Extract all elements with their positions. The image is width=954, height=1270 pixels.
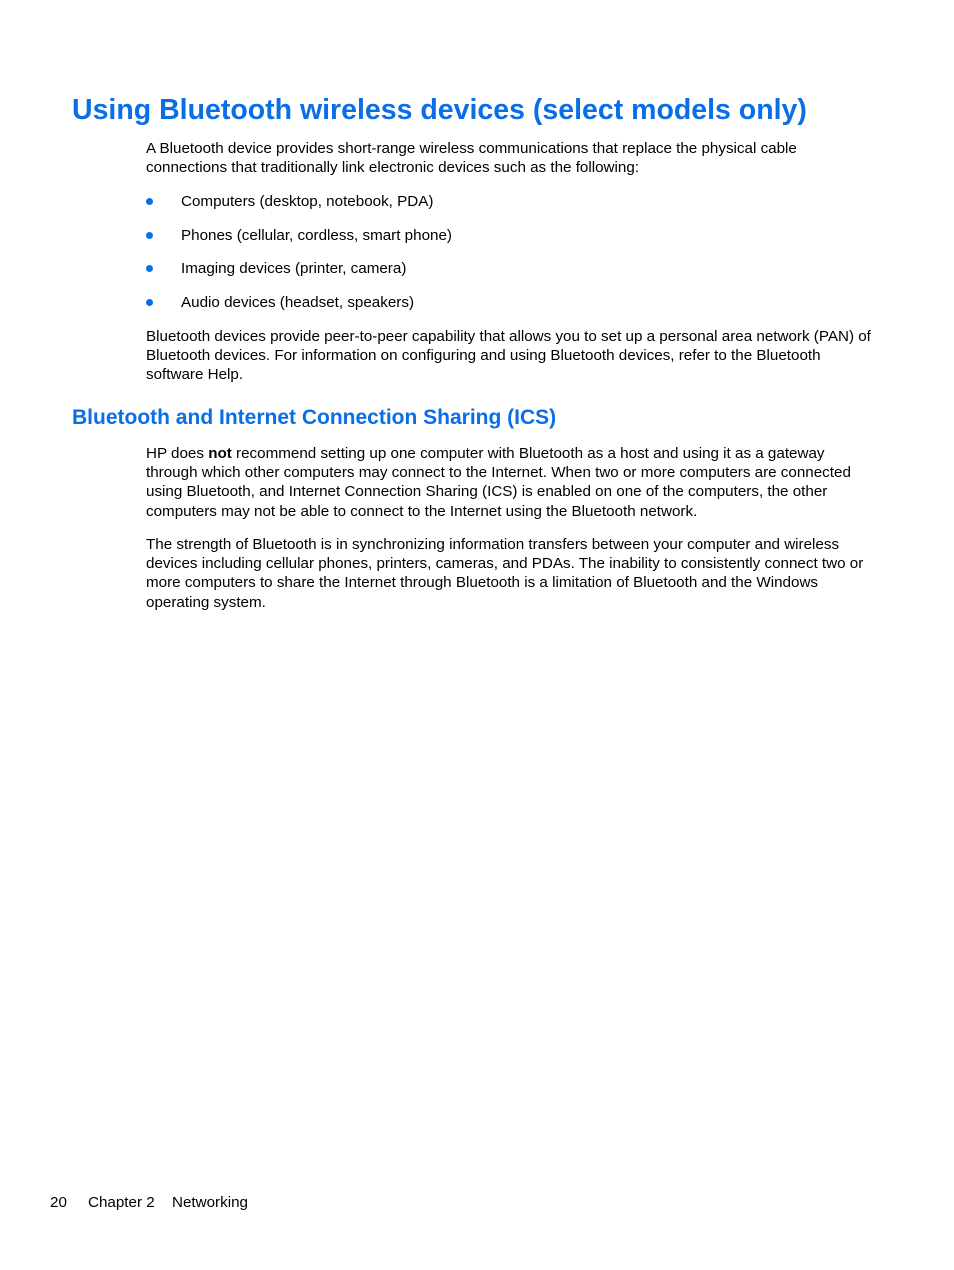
footer-chapter-title: Networking	[172, 1194, 248, 1211]
pan-paragraph: Bluetooth devices provide peer-to-peer capability that allows you to set up a personal area network (PAN) of Bluetooth devices. For information on configuring and using Bluetooth devices, refer to the Bluetooth software Help.	[146, 328, 871, 384]
list-item-text: Computers (desktop, notebook, PDA)	[181, 193, 434, 210]
list-item-text: Phones (cellular, cordless, smart phone)	[181, 227, 452, 244]
ics-paragraph	[146, 444, 876, 521]
bullet-icon	[146, 198, 153, 205]
list-item-text: Imaging devices (printer, camera)	[181, 260, 407, 277]
page-title: Using Bluetooth wireless devices (select models only)	[72, 94, 807, 126]
ics-text-start: HP does	[146, 445, 209, 462]
ics-text-end: recommend setting up one computer with Bluetooth as a host and using it as a gateway through which other computers may connect to the Internet. When two or more computers are connected using Bluetooth, and Internet Connection Sharing (ICS) is enabled on one of the computers, the other computers may not be able to connect to the Internet using the Bluetooth network.	[146, 445, 851, 520]
strength-paragraph: The strength of Bluetooth is in synchronizing information transfers between your computer and wireless devices including cellular phones, printers, cameras, and PDAs. The inability to consistently connect two or more computers to share the Internet through Bluetooth is a limitation of Bluetooth and the Windows operating system.	[146, 536, 864, 611]
bullet-icon	[146, 299, 153, 306]
list-item-text: Audio devices (headset, speakers)	[181, 294, 415, 311]
bullet-icon	[146, 265, 153, 272]
section-heading: Bluetooth and Internet Connection Sharing (ICS)	[72, 406, 557, 429]
footer-chapter: Chapter 2	[88, 1194, 155, 1211]
bullet-icon	[146, 232, 153, 239]
page-number: 20	[50, 1194, 67, 1211]
ics-emphasis: not	[208, 445, 232, 462]
intro-paragraph: A Bluetooth device provides short-range wireless communications that replace the physical cable connections that traditionally link electronic devices such as the following:	[146, 140, 797, 177]
